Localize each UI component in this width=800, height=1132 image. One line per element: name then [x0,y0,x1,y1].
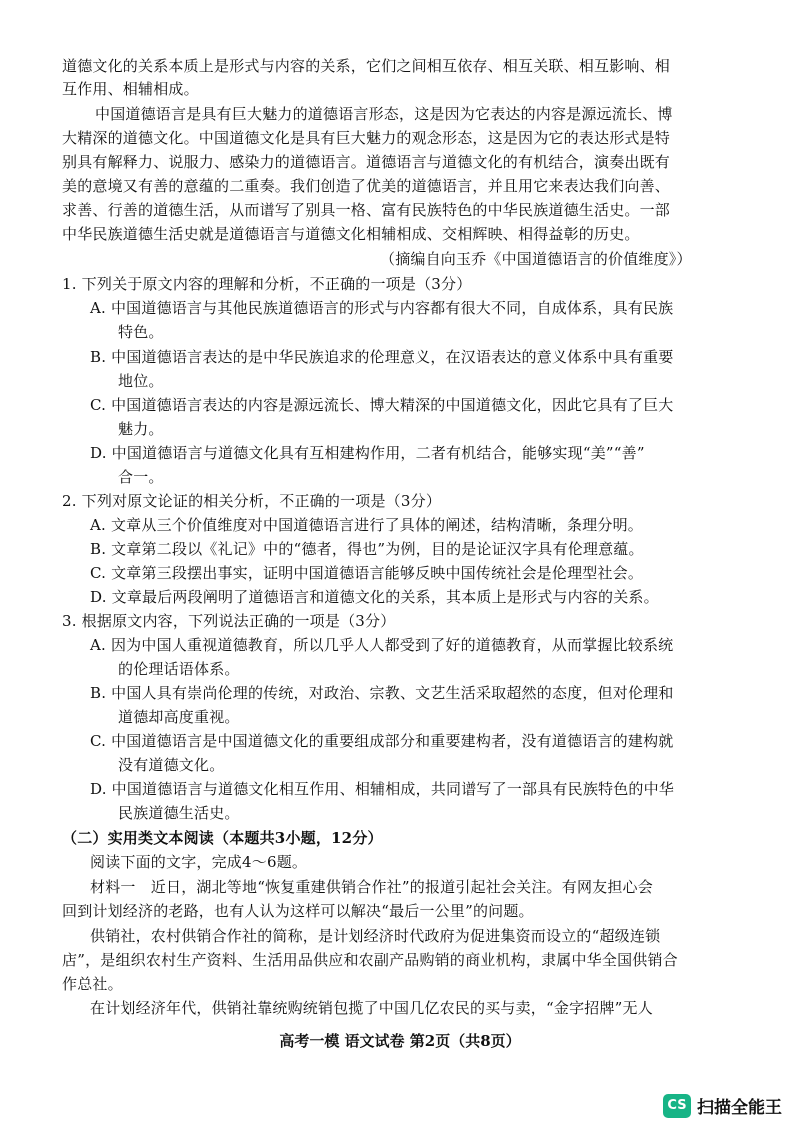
question-3-option-d-cont: 民族道德生活史。 [118,804,240,822]
question-3-option-a: A. 因为中国人重视道德教育，所以几乎人人都受到了好的道德教育，从而掌握比较系统 [90,636,674,654]
section-instruction: 阅读下面的文字，完成4～6题。 [90,853,308,871]
material-1-line: 作总社。 [62,975,123,993]
question-2-option-d: D. 文章最后两段阐明了道德语言和道德文化的关系，其本质上是形式与内容的关系。 [90,588,659,606]
text-line: 中国道德语言是具有巨大魅力的道德语言形态，这是因为它表达的内容是源远流长、博 [95,105,673,123]
question-1-option-c-cont: 魅力。 [118,420,164,438]
question-1-option-d-cont: 合一。 [118,468,164,486]
text-line: 互作用、相辅相成。 [62,80,199,98]
scanner-watermark [663,1093,782,1118]
question-3-option-b: B. 中国人具有崇尚伦理的传统，对政治、宗教、文艺生活采取超然的态度，但对伦理和 [90,684,674,702]
question-1-option-b: B. 中国道德语言表达的是中华民族追求的伦理意义，在汉语表达的意义体系中具有重要 [90,348,674,366]
question-1-option-c: C. 中国道德语言表达的内容是源远流长、博大精深的中国道德文化，因此它具有了巨大 [90,396,674,414]
question-3-option-a-cont: 的伦理话语体系。 [118,660,240,678]
question-2-option-c: C. 文章第三段摆出事实，证明中国道德语言能够反映中国传统社会是伦理型社会。 [90,564,644,582]
text-line: 道德文化的关系本质上是形式与内容的关系，它们之间相互依存、相互关联、相互影响、相 [62,57,671,75]
watermark-text: 扫描全能王 [697,1098,782,1118]
question-1-option-d: D. 中国道德语言与道德文化具有互相建构作用，二者有机结合，能够实现“美”“善” [90,444,645,462]
section-heading: （二）实用类文本阅读（本题共3小题，12分） [62,829,383,847]
camscanner-logo-icon: CS [663,1094,691,1118]
question-1-option-a-cont: 特色。 [118,323,164,341]
text-line: 求善、行善的道德生活，从而谱写了别具一格、富有民族特色的中华民族道德生活史。一部 [62,201,671,219]
material-1-line: 店”，是组织农村生产资料、生活用品供应和农副产品购销的商业机构，隶属中华全国供销合 [62,951,678,969]
question-1-option-b-cont: 地位。 [118,372,164,390]
material-1-line: 回到计划经济的老路，也有人认为这样可以解决“最后一公里”的问题。 [62,902,534,920]
text-line: 中华民族道德生活史就是道德语言与道德文化相辅相成、交相辉映、相得益彰的历史。 [62,225,640,243]
question-2-option-a: A. 文章从三个价值维度对中国道德语言进行了具体的阐述，结构清晰，条理分明。 [90,516,643,534]
material-1-line: 供销社，农村供销合作社的简称，是计划经济时代政府为促进集资而设立的“超级连锁 [90,927,661,945]
question-3-option-c: C. 中国道德语言是中国道德文化的重要组成部分和重要建构者，没有道德语言的建构就 [90,732,674,750]
material-1-line: 材料一 近日，湖北等地“恢复重建供销合作社”的报道引起社会关注。有网友担心会 [90,878,653,896]
text-line: 别具有解释力、说服力、感染力的道德语言。道德语言与道德文化的有机结合，演奏出既有 [62,153,671,171]
question-2-option-b: B. 文章第二段以《礼记》中的“德者，得也”为例，目的是论证汉字具有伦理意蕴。 [90,540,644,558]
question-1-option-a: A. 中国道德语言与其他民族道德语言的形式与内容都有很大不同，自成体系，具有民族 [90,299,674,317]
question-3-option-c-cont: 没有道德文化。 [118,756,225,774]
text-line: 大精深的道德文化。中国道德文化是具有巨大魅力的观念形态，这是因为它的表达形式是特 [62,129,671,147]
question-3-stem: 3. 根据原文内容，下列说法正确的一项是（3分） [62,612,396,630]
page-footer: 高考一模 语文试卷 第2页（共8页） [279,1032,521,1050]
question-2-stem: 2. 下列对原文论证的相关分析，不正确的一项是（3分） [62,492,442,510]
question-3-option-b-cont: 道德却高度重视。 [118,708,240,726]
source-citation: （摘编自向玉乔《中国道德语言的价值维度》） [380,250,692,268]
question-1-stem: 1. 下列关于原文内容的理解和分析，不正确的一项是（3分） [62,275,472,293]
question-3-option-d: D. 中国道德语言与道德文化相互作用、相辅相成，共同谱写了一部具有民族特色的中华 [90,780,675,798]
material-1-line: 在计划经济年代，供销社靠统购统销包揽了中国几亿农民的买与卖，“金字招牌”无人 [90,999,653,1017]
text-line: 美的意境又有善的意蕴的二重奏。我们创造了优美的道德语言，并且用它来表达我们向善、 [62,177,671,195]
